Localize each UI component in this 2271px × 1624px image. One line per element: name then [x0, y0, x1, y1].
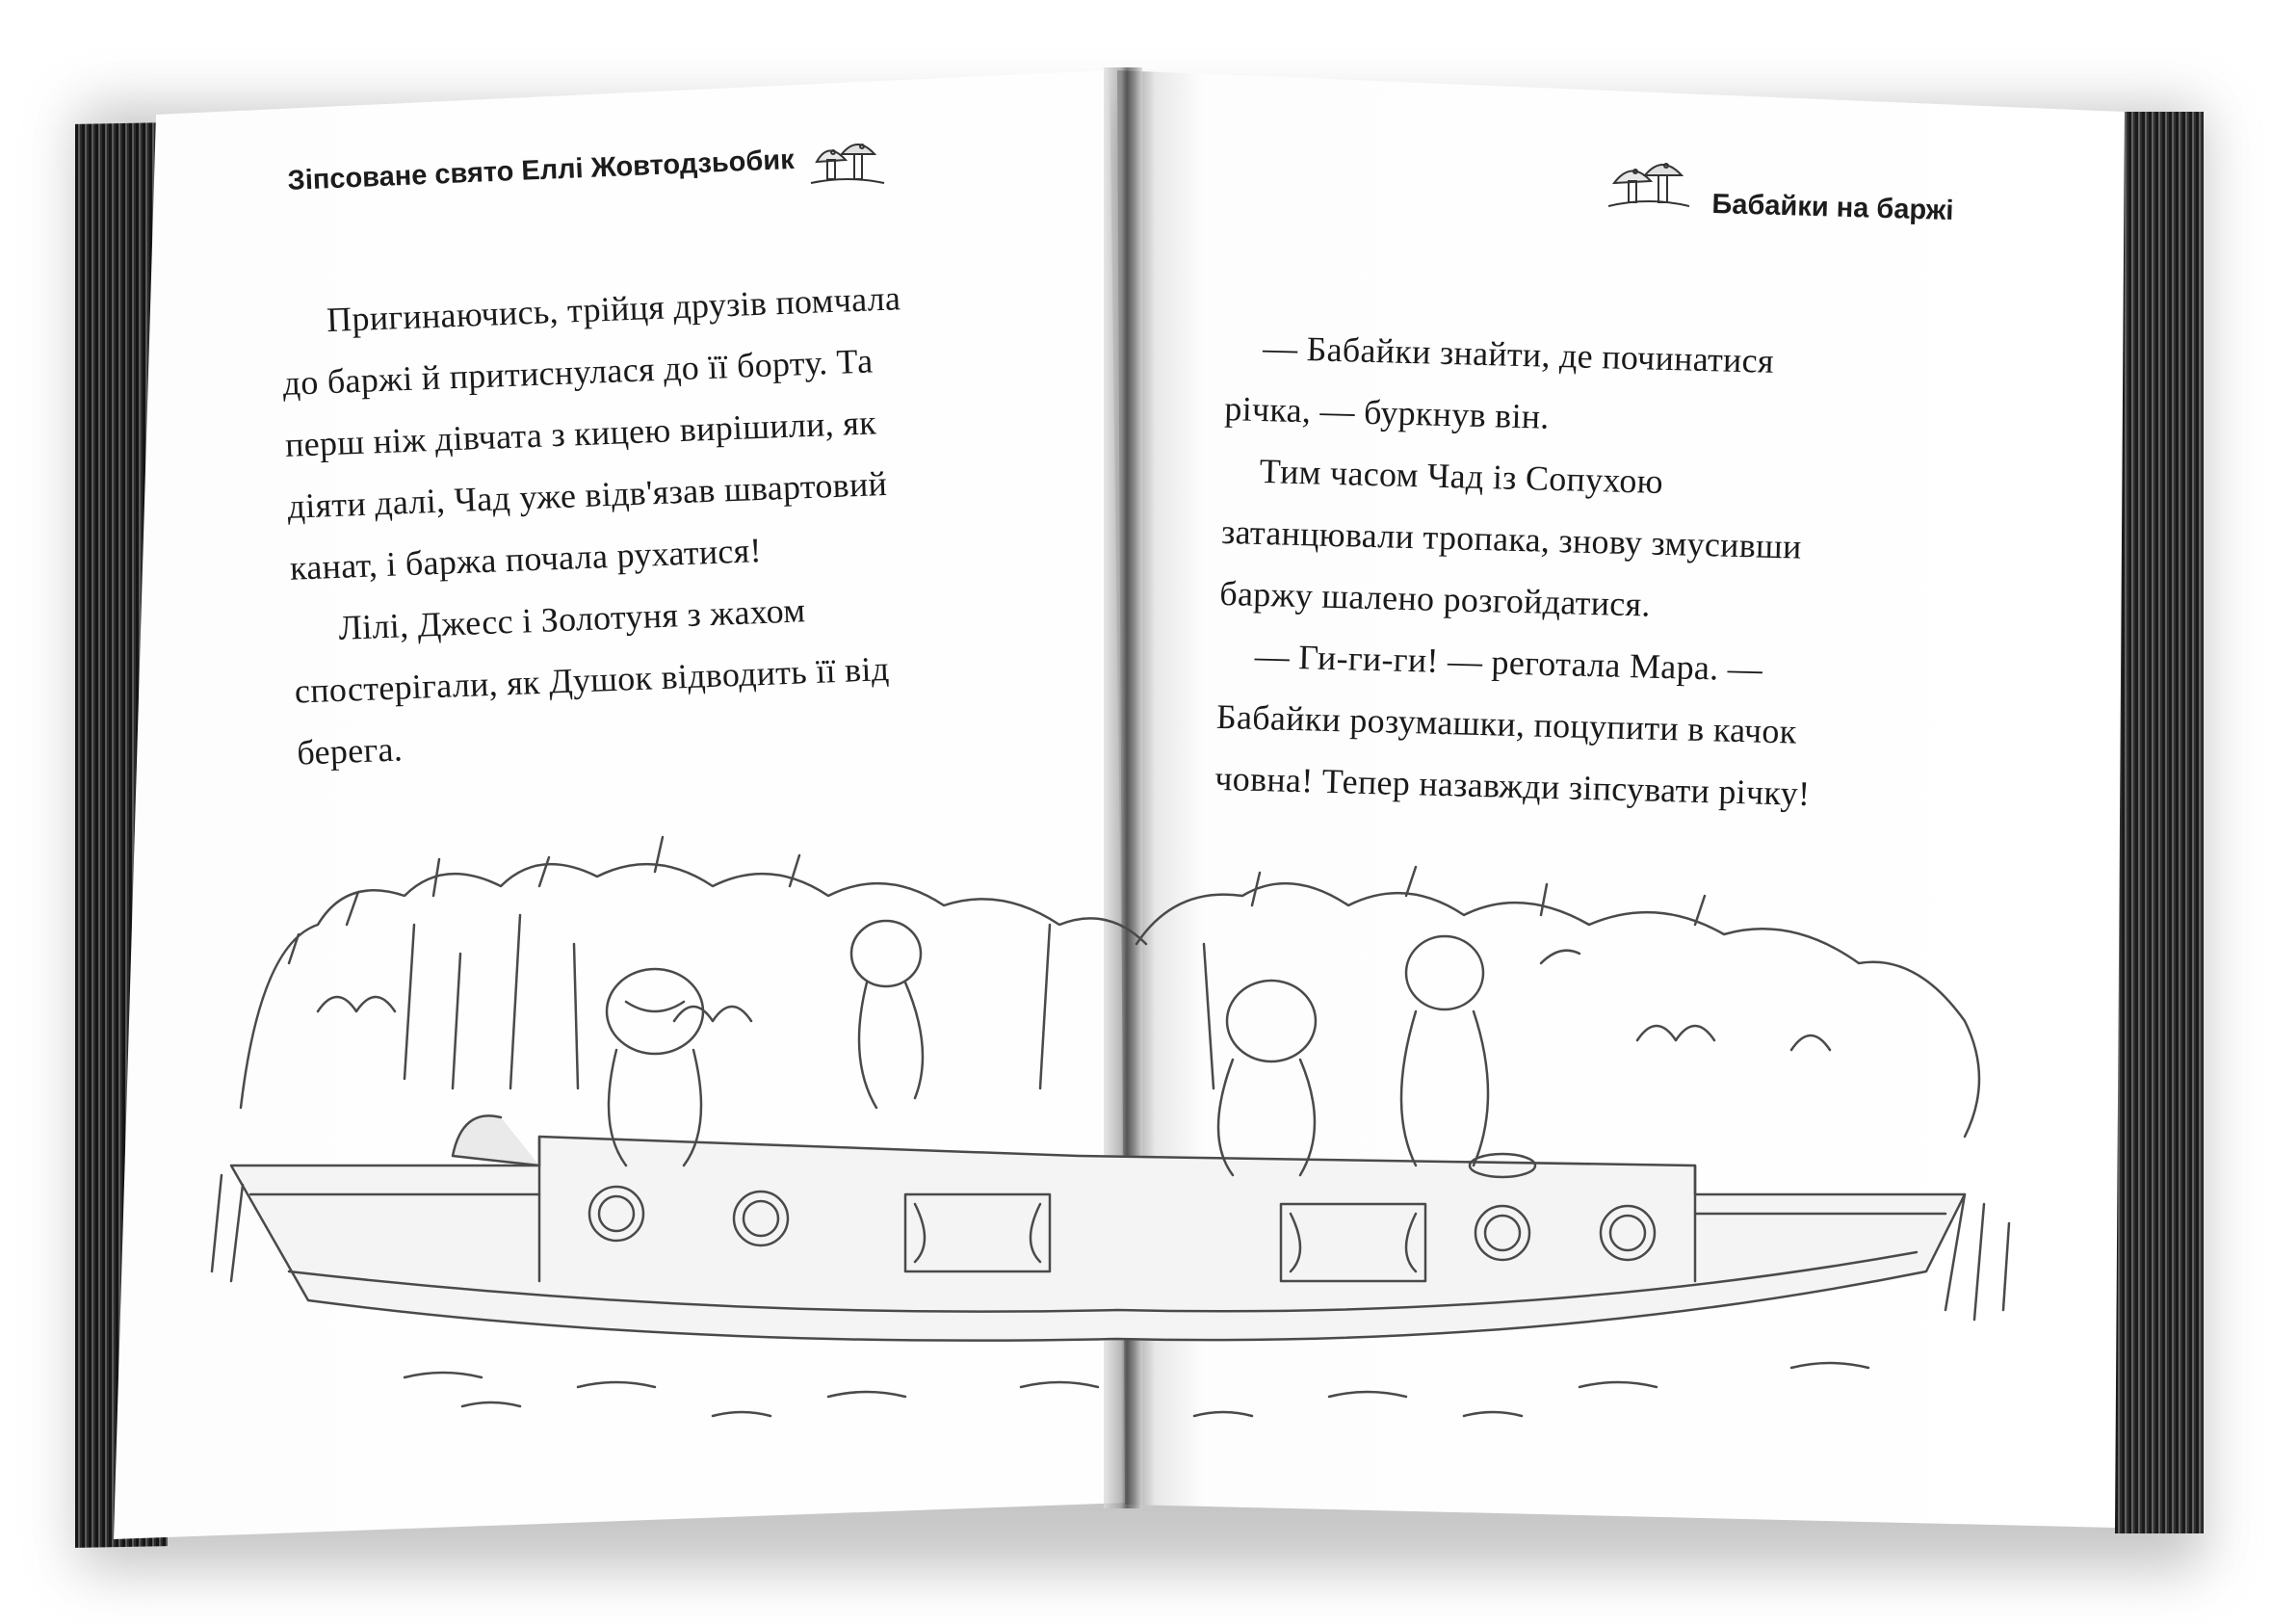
text-line: перш ніж дівчата з кицею вирішили, як: [284, 403, 877, 464]
text-line: річка, — буркнув він.: [1223, 388, 1551, 436]
text-line: — Бабайки знайти, де починатися: [1262, 327, 1775, 380]
text-line: діяти далі, Чад уже відв'язав швартовий: [286, 463, 888, 526]
text-line: берега.: [296, 729, 404, 773]
text-line: до баржі й притиснулася до її борту. Та: [281, 341, 874, 403]
text-line: Пригинаючись, трійця друзів помчала: [326, 278, 901, 340]
text-line: Бабайки розумашки, поцупити в качок: [1215, 696, 1798, 751]
right-running-head: Бабайки на баржі: [1711, 189, 1954, 226]
text-line: — Ги-ги-ги! — реготала Мара. —: [1254, 636, 1763, 689]
text-line: Лілі, Джесс і Золотуня з жахом: [337, 590, 806, 647]
left-running-head: Зіпсоване свято Еллі Жовтодзьобик: [287, 144, 796, 196]
text-line: спостерігали, як Душок відводить її від: [294, 648, 891, 711]
text-line: баржу шалено розгойдатися.: [1218, 573, 1652, 624]
text-line: затанцювали тропака, знову змусивши: [1220, 511, 1803, 566]
text-line: Тим часом Чад із Сопухою: [1259, 451, 1664, 501]
text-line: човна! Тепер назавжди зіпсувати річку!: [1214, 758, 1811, 814]
text-line: канат, і баржа почала рухатися!: [289, 530, 763, 588]
